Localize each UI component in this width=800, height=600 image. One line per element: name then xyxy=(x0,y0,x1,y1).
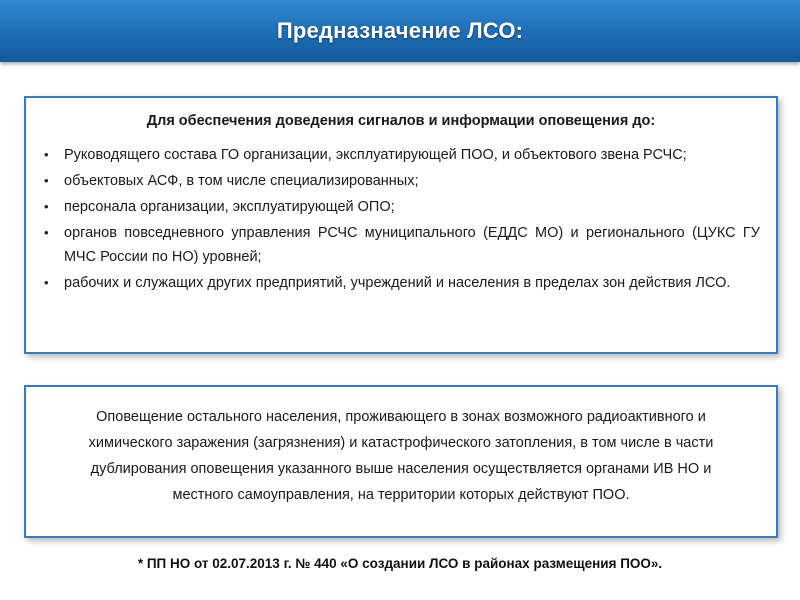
list-item xyxy=(42,221,760,269)
footnote: * ПП НО от 02.07.2013 г. № 440 «О создании ЛСО в районах размещения ПОО». xyxy=(137,556,663,571)
page-title: Предназначение ЛСО: xyxy=(276,18,524,43)
list-item xyxy=(42,169,760,193)
list-item-text: Руководящего состава ГО организации, эксплуатирующей ПОО, и объектового звена РСЧС; xyxy=(64,147,687,163)
bullet-icon: • xyxy=(44,199,49,214)
recipients-box xyxy=(24,96,778,354)
bullet-icon: • xyxy=(44,275,49,290)
recipients-heading: Для обеспечения доведения сигналов и информации оповещения до: xyxy=(146,113,656,129)
list-item-text: объектовых АСФ, в том числе специализированных; xyxy=(64,173,419,189)
header-bar xyxy=(0,0,800,62)
population-text: Оповещение остального населения, проживающего в зонах возможного радиоактивного и химического заражения (загрязнения) и катастрофического затопления, в том числе в части дублирования оповещения указанного выше населения осуществляется органами ИВ НО и местного самоуправления, на территории которых действуют ПОО. xyxy=(88,409,714,503)
bullet-icon: • xyxy=(44,173,49,188)
list-item-text: рабочих и служащих других предприятий, учреждений и населения в пределах зон действия ЛСО. xyxy=(64,275,731,291)
recipients-list xyxy=(42,143,760,295)
list-item-text: органов повседневного управления РСЧС муниципального (ЕДДС МО) и регионального (ЦУКС ГУ МЧС России по НО) уровней; xyxy=(64,225,760,265)
list-item xyxy=(42,143,760,167)
list-item-text: персонала организации, эксплуатирующей ОПО; xyxy=(64,199,395,215)
list-item xyxy=(42,195,760,219)
population-box xyxy=(24,385,778,538)
bullet-icon: • xyxy=(44,147,49,162)
bullet-icon: • xyxy=(44,225,49,240)
list-item xyxy=(42,271,760,295)
